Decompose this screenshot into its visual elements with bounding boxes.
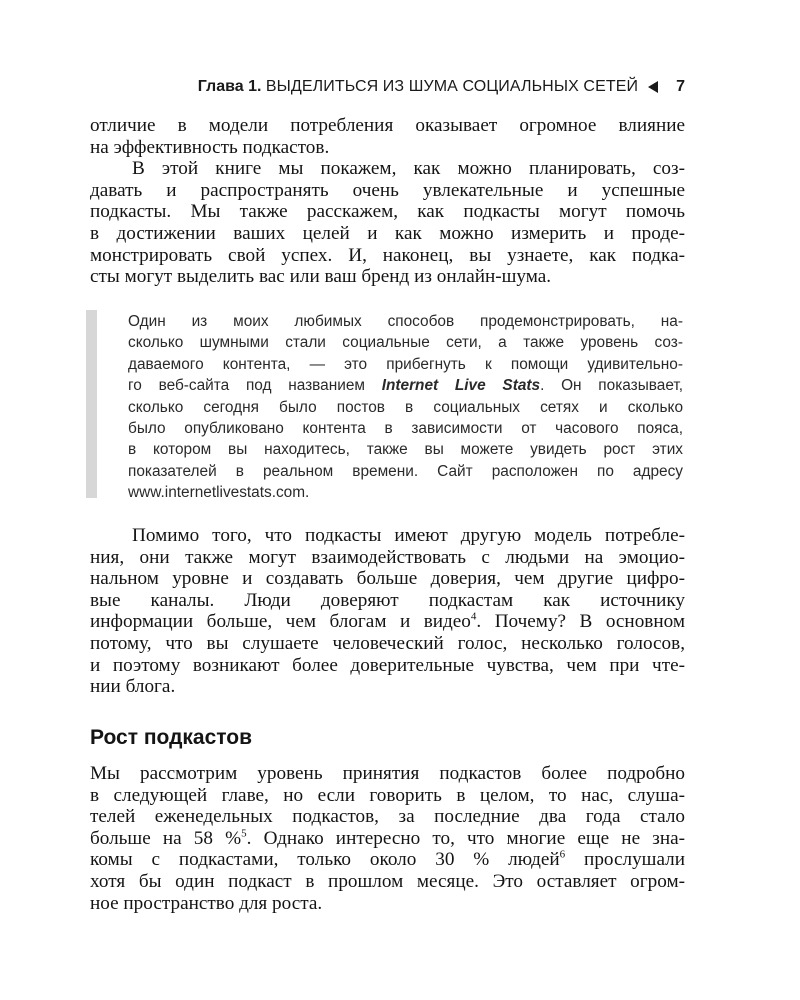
- text-line: потому, что вы слушаете человеческий голос, несколько голосов,: [90, 632, 685, 654]
- quote-line: в котором вы находитесь, также вы можете увидеть рост этих: [128, 441, 683, 459]
- text-line: отличие в модели потребления оказывает огромное влияние: [90, 115, 685, 136]
- page-number: 7: [676, 78, 685, 95]
- text-line: телей еженедельных подкастов, за последние два года стало: [90, 806, 685, 828]
- paragraph-growth: [90, 763, 685, 914]
- text-line: на эффективность подкастов.: [90, 136, 330, 158]
- text-line: и поэтому возникают более доверительные чувства, чем при чте-: [90, 654, 685, 676]
- quote-line: Один из моих любимых способов продемонстрировать, на-: [128, 313, 683, 330]
- quote-line: сколько шумными стали социальные сети, а также уровень соз-: [128, 334, 683, 352]
- text-line: ное пространство для роста.: [90, 892, 323, 914]
- footnote-ref: 5: [241, 827, 247, 840]
- text-line: В этой книге мы покажем, как можно планировать, соз-: [132, 158, 685, 180]
- quote-line: было опубликовано контента в зависимости от часового пояса,: [128, 419, 683, 437]
- quote-text: . Он показывает,: [540, 377, 683, 395]
- site-name: Internet Live Stats: [381, 377, 541, 395]
- paragraph-intro: [90, 115, 685, 288]
- paragraph-trust: [90, 525, 685, 698]
- text-line: в следующей главе, но если говорить в целом, то нас, слуша-: [90, 784, 685, 806]
- sidebar-quote: [128, 311, 683, 504]
- chapter-title: ВЫДЕЛИТЬСЯ ИЗ ШУМА СОЦИАЛЬНЫХ СЕТЕЙ: [265, 78, 639, 95]
- text-line: сты могут выделить вас или ваш бренд из онлайн-шума.: [90, 266, 552, 288]
- text-segment: больше на 58 %: [90, 827, 242, 849]
- text-segment: . Однако интересно то, что многие еще не зна-: [246, 827, 685, 849]
- quote-line: показателей в реальном времени. Сайт расположен по адресу: [128, 462, 683, 480]
- chapter-label: Глава 1.: [197, 78, 262, 95]
- text-line: Мы рассмотрим уровень принятия подкастов более подробно: [90, 763, 685, 784]
- quote-line: [128, 375, 683, 396]
- text-line: вые каналы. Люди доверяют подкастам как источнику: [90, 589, 685, 611]
- footnote-ref: 6: [559, 848, 566, 861]
- running-header: [90, 78, 685, 96]
- text-segment: комы с подкастами, только около 30 % людей: [90, 849, 560, 871]
- text-line: давать и распространять очень увлекательные и успешные: [90, 179, 685, 201]
- text-line: Помимо того, что подкасты имеют другую модель потребле-: [132, 525, 685, 546]
- text-line: хотя бы один подкаст в прошлом месяце. Это оставляет огром-: [90, 870, 685, 892]
- text-line: [90, 611, 685, 633]
- text-segment: информации больше, чем блогам и видео: [90, 611, 471, 633]
- quote-bar: [86, 310, 97, 498]
- text-segment: . Почему? В основном: [476, 611, 685, 633]
- section-heading: Рост подкастов: [90, 726, 253, 749]
- text-line: нальном уровне и создавать больше доверия, чем другие цифро-: [90, 568, 685, 590]
- quote-text: го веб-сайта под названием: [128, 377, 382, 395]
- text-line: монстрировать свой успех. И, наконец, вы узнаете, как подка-: [90, 244, 685, 266]
- text-line: ния, они также могут взаимодействовать с людьми на эмоцио-: [90, 546, 685, 568]
- quote-line: сколько сегодня было постов в социальных сетях и сколько: [128, 398, 683, 416]
- quote-line: даваемого контента, — это прибегнуть к помощи удивительно-: [128, 355, 683, 373]
- text-line: подкасты. Мы также расскажем, как подкасты могут помочь: [90, 201, 685, 223]
- quote-url: www.internetlivestats.com.: [128, 484, 310, 502]
- triangle-left-icon: [648, 81, 658, 93]
- text-line: в достижении ваших целей и как можно измерить и проде-: [90, 222, 685, 244]
- footnote-ref: 4: [470, 610, 477, 623]
- text-line: [90, 849, 685, 871]
- text-line: нии блога.: [90, 676, 176, 698]
- text-segment: прослушали: [565, 849, 685, 871]
- text-line: [90, 828, 685, 850]
